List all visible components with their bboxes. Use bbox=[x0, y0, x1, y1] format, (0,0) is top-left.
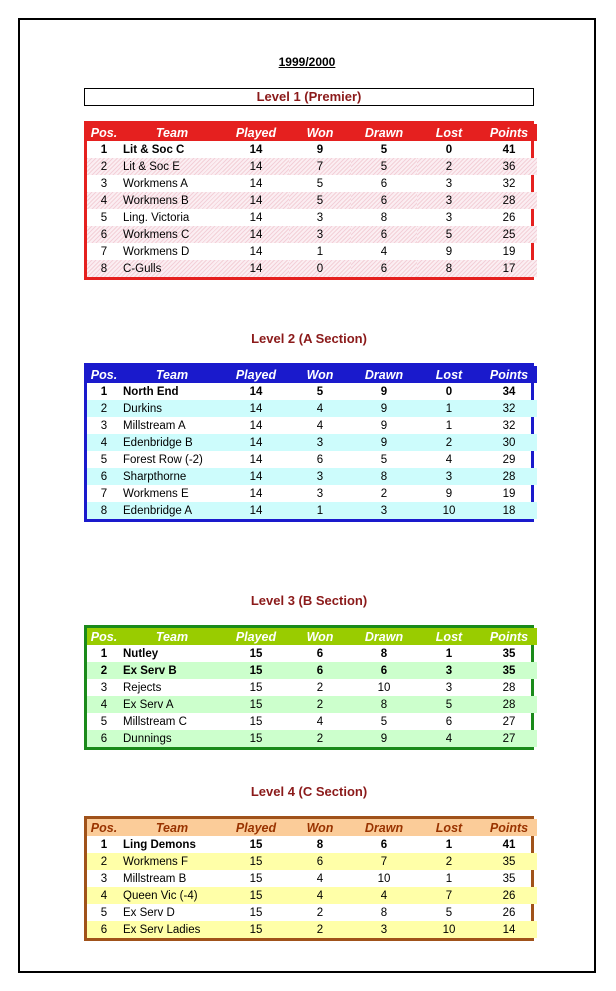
cell-pos: 6 bbox=[87, 921, 121, 938]
cell-won: 5 bbox=[316, 177, 324, 190]
cell-points: 41 bbox=[502, 838, 516, 851]
cell-pos: 4 bbox=[87, 887, 121, 904]
cell-won: 1 bbox=[316, 245, 324, 258]
header-row bbox=[87, 628, 537, 645]
cell-won: 2 bbox=[316, 681, 324, 694]
cell-lost: 3 bbox=[417, 662, 481, 679]
cell-lost: 0 bbox=[445, 143, 453, 156]
column-header-played: Played bbox=[223, 366, 289, 383]
table-row bbox=[87, 383, 537, 400]
cell-won: 4 bbox=[316, 872, 324, 885]
cell-lost: 4 bbox=[445, 453, 453, 466]
cell-team: Workmens B bbox=[121, 192, 223, 209]
table-row bbox=[87, 434, 537, 451]
cell-won: 6 bbox=[289, 662, 351, 679]
cell-team: Millstream A bbox=[123, 419, 186, 432]
cell-points: 36 bbox=[481, 158, 537, 175]
cell-lost: 7 bbox=[417, 887, 481, 904]
cell-played: 15 bbox=[223, 696, 289, 713]
cell-drawn: 9 bbox=[380, 419, 388, 432]
cell-lost: 8 bbox=[417, 260, 481, 277]
cell-drawn: 9 bbox=[351, 434, 417, 451]
cell-played: 15 bbox=[249, 681, 263, 694]
standings-table bbox=[87, 628, 537, 747]
cell-lost: 9 bbox=[445, 245, 453, 258]
cell-pos: 3 bbox=[100, 177, 108, 190]
cell-points: 32 bbox=[502, 419, 516, 432]
cell-played: 14 bbox=[249, 177, 263, 190]
cell-drawn: 6 bbox=[351, 192, 417, 209]
cell-lost: 1 bbox=[445, 838, 453, 851]
cell-won: 2 bbox=[289, 696, 351, 713]
column-header-points: Points bbox=[481, 819, 537, 836]
cell-won: 4 bbox=[316, 419, 324, 432]
cell-won: 2 bbox=[289, 730, 351, 747]
cell-team: Edenbridge B bbox=[121, 434, 223, 451]
table-row bbox=[87, 468, 537, 485]
league-title-level-3: Level 3 (B Section) bbox=[250, 593, 368, 608]
cell-played: 14 bbox=[223, 158, 289, 175]
cell-pos: 5 bbox=[100, 906, 108, 919]
table-row bbox=[87, 662, 537, 679]
cell-team: Ex Serv Ladies bbox=[121, 921, 223, 938]
cell-won: 3 bbox=[289, 468, 351, 485]
cell-drawn: 8 bbox=[380, 211, 388, 224]
cell-won: 8 bbox=[316, 838, 324, 851]
table-row bbox=[87, 887, 537, 904]
cell-won: 6 bbox=[316, 647, 324, 660]
cell-lost: 3 bbox=[417, 468, 481, 485]
cell-pos: 8 bbox=[87, 502, 121, 519]
header-row bbox=[87, 124, 537, 141]
cell-won: 0 bbox=[289, 260, 351, 277]
column-header-played: Played bbox=[223, 819, 289, 836]
cell-points: 27 bbox=[481, 730, 537, 747]
cell-lost: 5 bbox=[417, 226, 481, 243]
column-header-drawn: Drawn bbox=[351, 124, 417, 141]
column-header-drawn: Drawn bbox=[351, 819, 417, 836]
cell-drawn: 6 bbox=[380, 177, 388, 190]
cell-won: 3 bbox=[316, 487, 324, 500]
cell-played: 14 bbox=[223, 226, 289, 243]
cell-drawn: 9 bbox=[380, 385, 388, 398]
cell-lost: 5 bbox=[445, 906, 453, 919]
cell-points: 29 bbox=[502, 453, 516, 466]
cell-lost: 1 bbox=[417, 400, 481, 417]
table-row bbox=[87, 730, 537, 747]
column-header-points: Points bbox=[481, 366, 537, 383]
cell-lost: 3 bbox=[445, 681, 453, 694]
cell-won: 2 bbox=[316, 906, 324, 919]
table-row bbox=[87, 696, 537, 713]
cell-team: Sharpthorne bbox=[121, 468, 223, 485]
column-header-won: Won bbox=[289, 366, 351, 383]
cell-played: 14 bbox=[249, 211, 263, 224]
cell-pos: 1 bbox=[100, 385, 108, 398]
cell-lost: 2 bbox=[417, 158, 481, 175]
cell-played: 14 bbox=[249, 385, 263, 398]
cell-drawn: 5 bbox=[380, 143, 388, 156]
cell-lost: 2 bbox=[417, 434, 481, 451]
cell-points: 19 bbox=[502, 487, 516, 500]
league-title-level-1: Level 1 (Premier) bbox=[84, 88, 534, 106]
cell-team: Lit & Soc C bbox=[123, 143, 185, 156]
cell-played: 14 bbox=[223, 260, 289, 277]
cell-points: 27 bbox=[502, 715, 516, 728]
cell-team: Edenbridge A bbox=[121, 502, 223, 519]
column-header-team: Team bbox=[121, 819, 223, 836]
column-header-team: Team bbox=[121, 124, 223, 141]
cell-lost: 10 bbox=[417, 921, 481, 938]
cell-team: Ling. Victoria bbox=[123, 211, 190, 224]
column-header-won: Won bbox=[289, 628, 351, 645]
cell-drawn: 6 bbox=[351, 662, 417, 679]
cell-team: Lit & Soc E bbox=[121, 158, 223, 175]
cell-played: 14 bbox=[223, 192, 289, 209]
table-row bbox=[87, 226, 537, 243]
cell-pos: 1 bbox=[100, 838, 108, 851]
table-row bbox=[87, 853, 537, 870]
cell-won: 9 bbox=[316, 143, 324, 156]
column-header-team: Team bbox=[121, 366, 223, 383]
cell-played: 15 bbox=[249, 906, 263, 919]
column-header-won: Won bbox=[289, 124, 351, 141]
cell-drawn: 5 bbox=[380, 453, 388, 466]
cell-won: 6 bbox=[316, 453, 324, 466]
standings-table bbox=[87, 124, 537, 277]
header-row bbox=[87, 366, 537, 383]
cell-team: Ex Serv A bbox=[121, 696, 223, 713]
cell-pos: 7 bbox=[100, 487, 108, 500]
cell-team: Forest Row (-2) bbox=[123, 453, 203, 466]
table-row bbox=[87, 485, 537, 502]
cell-lost: 0 bbox=[445, 385, 453, 398]
cell-team: Workmens F bbox=[121, 853, 223, 870]
table-row bbox=[87, 904, 537, 921]
table-row bbox=[87, 175, 537, 192]
column-header-drawn: Drawn bbox=[351, 628, 417, 645]
cell-drawn: 6 bbox=[351, 226, 417, 243]
cell-points: 26 bbox=[502, 906, 516, 919]
cell-team: Nutley bbox=[123, 647, 159, 660]
cell-lost: 4 bbox=[417, 730, 481, 747]
cell-points: 18 bbox=[481, 502, 537, 519]
cell-lost: 1 bbox=[445, 647, 453, 660]
cell-won: 2 bbox=[289, 921, 351, 938]
cell-team: C-Gulls bbox=[121, 260, 223, 277]
cell-won: 3 bbox=[316, 211, 324, 224]
cell-lost: 3 bbox=[417, 192, 481, 209]
cell-drawn: 8 bbox=[380, 647, 388, 660]
cell-drawn: 9 bbox=[351, 400, 417, 417]
cell-won: 4 bbox=[289, 400, 351, 417]
cell-played: 15 bbox=[223, 662, 289, 679]
cell-played: 14 bbox=[223, 434, 289, 451]
table-row bbox=[87, 417, 537, 434]
cell-points: 41 bbox=[502, 143, 516, 156]
table-row bbox=[87, 502, 537, 519]
cell-lost: 9 bbox=[445, 487, 453, 500]
cell-points: 26 bbox=[502, 211, 516, 224]
season-title: 1999/2000 bbox=[278, 55, 336, 69]
cell-pos: 4 bbox=[87, 696, 121, 713]
cell-drawn: 6 bbox=[380, 838, 388, 851]
cell-pos: 3 bbox=[100, 681, 108, 694]
cell-points: 34 bbox=[502, 385, 516, 398]
cell-points: 30 bbox=[481, 434, 537, 451]
cell-played: 14 bbox=[249, 245, 263, 258]
cell-team: Durkins bbox=[121, 400, 223, 417]
cell-won: 4 bbox=[316, 715, 324, 728]
table-row bbox=[87, 451, 537, 468]
cell-points: 28 bbox=[481, 696, 537, 713]
cell-drawn: 8 bbox=[380, 906, 388, 919]
table-row bbox=[87, 141, 537, 158]
column-header-played: Played bbox=[223, 628, 289, 645]
cell-points: 25 bbox=[481, 226, 537, 243]
cell-played: 15 bbox=[223, 921, 289, 938]
cell-drawn: 8 bbox=[351, 468, 417, 485]
cell-points: 28 bbox=[481, 192, 537, 209]
cell-played: 15 bbox=[223, 887, 289, 904]
cell-team: Millstream C bbox=[123, 715, 187, 728]
column-header-lost: Lost bbox=[417, 124, 481, 141]
cell-lost: 1 bbox=[445, 419, 453, 432]
cell-points: 19 bbox=[502, 245, 516, 258]
cell-played: 14 bbox=[249, 487, 263, 500]
cell-lost: 5 bbox=[417, 696, 481, 713]
cell-drawn: 3 bbox=[351, 921, 417, 938]
column-header-played: Played bbox=[223, 124, 289, 141]
cell-played: 14 bbox=[223, 502, 289, 519]
column-header-drawn: Drawn bbox=[351, 366, 417, 383]
cell-points: 14 bbox=[481, 921, 537, 938]
column-header-pos: Pos. bbox=[87, 628, 121, 645]
cell-lost: 10 bbox=[417, 502, 481, 519]
cell-played: 15 bbox=[223, 730, 289, 747]
cell-drawn: 2 bbox=[380, 487, 388, 500]
cell-team: Workmens A bbox=[123, 177, 188, 190]
league-table-level-2 bbox=[84, 363, 534, 522]
cell-lost: 3 bbox=[445, 211, 453, 224]
cell-played: 15 bbox=[249, 647, 263, 660]
cell-played: 15 bbox=[249, 715, 263, 728]
cell-drawn: 10 bbox=[377, 681, 391, 694]
cell-pos: 2 bbox=[87, 662, 121, 679]
table-row bbox=[87, 260, 537, 277]
column-header-lost: Lost bbox=[417, 366, 481, 383]
header-row bbox=[87, 819, 537, 836]
cell-lost: 3 bbox=[445, 177, 453, 190]
cell-pos: 1 bbox=[100, 143, 108, 156]
cell-points: 32 bbox=[502, 177, 516, 190]
league-table-level-1 bbox=[84, 121, 534, 280]
cell-team: Workmens E bbox=[123, 487, 189, 500]
column-header-team: Team bbox=[121, 628, 223, 645]
table-row bbox=[87, 921, 537, 938]
column-header-pos: Pos. bbox=[87, 366, 121, 383]
cell-drawn: 10 bbox=[377, 872, 391, 885]
cell-team: Rejects bbox=[123, 681, 162, 694]
cell-pos: 4 bbox=[87, 192, 121, 209]
cell-drawn: 8 bbox=[351, 696, 417, 713]
cell-points: 17 bbox=[481, 260, 537, 277]
cell-won: 7 bbox=[289, 158, 351, 175]
cell-played: 14 bbox=[249, 143, 263, 156]
cell-team: Millstream B bbox=[123, 872, 187, 885]
cell-pos: 4 bbox=[87, 434, 121, 451]
standings-table bbox=[87, 819, 537, 938]
cell-drawn: 6 bbox=[351, 260, 417, 277]
cell-team: Workmens D bbox=[123, 245, 190, 258]
cell-played: 14 bbox=[223, 400, 289, 417]
column-header-pos: Pos. bbox=[87, 124, 121, 141]
table-row bbox=[87, 836, 537, 853]
cell-pos: 6 bbox=[87, 468, 121, 485]
cell-pos: 2 bbox=[87, 158, 121, 175]
cell-played: 14 bbox=[249, 453, 263, 466]
cell-pos: 3 bbox=[100, 872, 108, 885]
cell-team: Ex Serv B bbox=[121, 662, 223, 679]
league-title-level-2: Level 2 (A Section) bbox=[251, 331, 367, 346]
cell-pos: 6 bbox=[87, 226, 121, 243]
cell-points: 35 bbox=[481, 853, 537, 870]
cell-drawn: 3 bbox=[351, 502, 417, 519]
league-table-level-3 bbox=[84, 625, 534, 750]
cell-pos: 3 bbox=[100, 419, 108, 432]
table-row bbox=[87, 243, 537, 260]
cell-pos: 5 bbox=[100, 453, 108, 466]
table-row bbox=[87, 158, 537, 175]
cell-team: Queen Vic (-4) bbox=[121, 887, 223, 904]
column-header-lost: Lost bbox=[417, 628, 481, 645]
table-row bbox=[87, 713, 537, 730]
table-row bbox=[87, 870, 537, 887]
cell-lost: 6 bbox=[445, 715, 453, 728]
column-header-won: Won bbox=[289, 819, 351, 836]
cell-pos: 7 bbox=[100, 245, 108, 258]
cell-pos: 5 bbox=[100, 715, 108, 728]
cell-team: North End bbox=[123, 385, 179, 398]
column-header-points: Points bbox=[481, 628, 537, 645]
table-row bbox=[87, 209, 537, 226]
table-row bbox=[87, 645, 537, 662]
column-header-pos: Pos. bbox=[87, 819, 121, 836]
cell-won: 4 bbox=[289, 887, 351, 904]
cell-drawn: 4 bbox=[351, 887, 417, 904]
cell-team: Dunnings bbox=[121, 730, 223, 747]
cell-pos: 8 bbox=[87, 260, 121, 277]
cell-won: 1 bbox=[289, 502, 351, 519]
cell-points: 28 bbox=[481, 468, 537, 485]
cell-points: 35 bbox=[502, 872, 516, 885]
cell-drawn: 5 bbox=[351, 158, 417, 175]
cell-won: 3 bbox=[289, 434, 351, 451]
cell-pos: 2 bbox=[87, 400, 121, 417]
cell-points: 35 bbox=[502, 647, 516, 660]
cell-points: 28 bbox=[502, 681, 516, 694]
cell-lost: 2 bbox=[417, 853, 481, 870]
cell-team: Workmens C bbox=[121, 226, 223, 243]
standings-table bbox=[87, 366, 537, 519]
table-row bbox=[87, 192, 537, 209]
cell-played: 15 bbox=[249, 838, 263, 851]
cell-won: 3 bbox=[289, 226, 351, 243]
cell-points: 32 bbox=[481, 400, 537, 417]
cell-team: Ling Demons bbox=[123, 838, 196, 851]
table-row bbox=[87, 679, 537, 696]
cell-won: 5 bbox=[316, 385, 324, 398]
cell-team: Ex Serv D bbox=[123, 906, 175, 919]
column-header-points: Points bbox=[481, 124, 537, 141]
cell-drawn: 9 bbox=[351, 730, 417, 747]
cell-played: 15 bbox=[223, 853, 289, 870]
cell-played: 14 bbox=[223, 468, 289, 485]
cell-lost: 1 bbox=[445, 872, 453, 885]
cell-pos: 1 bbox=[100, 647, 108, 660]
table-row bbox=[87, 400, 537, 417]
cell-points: 35 bbox=[481, 662, 537, 679]
cell-won: 5 bbox=[289, 192, 351, 209]
page bbox=[18, 18, 596, 973]
cell-pos: 2 bbox=[87, 853, 121, 870]
cell-pos: 5 bbox=[100, 211, 108, 224]
cell-drawn: 4 bbox=[380, 245, 388, 258]
league-table-level-4 bbox=[84, 816, 534, 941]
cell-drawn: 7 bbox=[351, 853, 417, 870]
cell-played: 15 bbox=[249, 872, 263, 885]
cell-won: 6 bbox=[289, 853, 351, 870]
column-header-lost: Lost bbox=[417, 819, 481, 836]
cell-drawn: 5 bbox=[380, 715, 388, 728]
cell-played: 14 bbox=[249, 419, 263, 432]
cell-pos: 6 bbox=[87, 730, 121, 747]
league-title-level-4: Level 4 (C Section) bbox=[250, 784, 368, 799]
cell-points: 26 bbox=[481, 887, 537, 904]
